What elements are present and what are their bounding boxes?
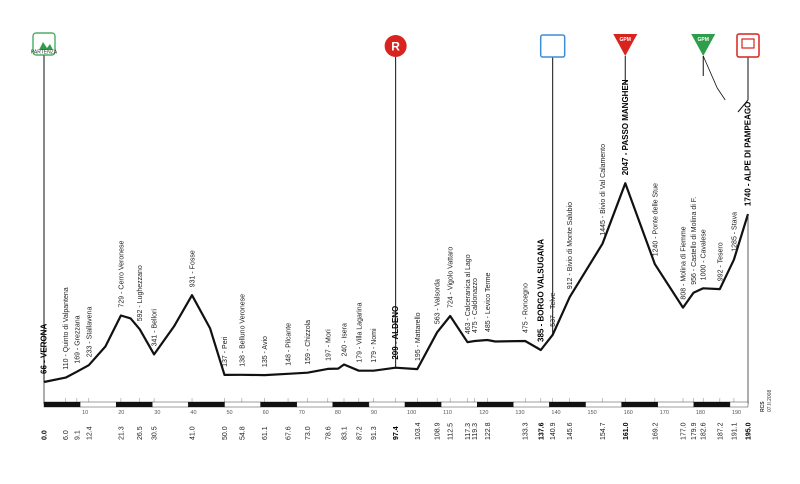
km-label: 61.1 bbox=[262, 426, 270, 440]
waypoint-label: 475 - Roncegno bbox=[522, 283, 530, 333]
km-label: 117.3 bbox=[464, 423, 472, 440]
axis-tick-label: 10 bbox=[82, 410, 89, 416]
waypoint-label: 148 - Pilcante bbox=[285, 322, 293, 366]
waypoint-label: 729 - Cerro Veronese bbox=[118, 240, 126, 308]
km-label: 103.4 bbox=[414, 422, 422, 440]
waypoint-label: 135 - Avio bbox=[262, 336, 270, 368]
waypoint-label: 197 - Mori bbox=[325, 329, 333, 361]
axis-segment bbox=[730, 402, 748, 407]
km-label: 145.6 bbox=[567, 422, 575, 440]
km-label: 108.9 bbox=[434, 422, 442, 440]
km-label: 78.6 bbox=[325, 426, 333, 440]
km-label: 187.2 bbox=[717, 422, 725, 440]
waypoint-label: 169 - Grezzana bbox=[74, 315, 82, 364]
finish-sign-label: ARRIVO bbox=[741, 51, 755, 55]
waypoint-label: 66 - VERONA bbox=[39, 323, 49, 374]
axis-tick-label: 120 bbox=[479, 410, 489, 416]
waypoint-label: 1285 - Stava bbox=[731, 212, 739, 252]
km-labels bbox=[42, 422, 753, 440]
axis-tick-label: 70 bbox=[298, 410, 305, 416]
axis-segment bbox=[549, 402, 585, 407]
waypoint-label: 1240 - Ponte delle Stue bbox=[652, 183, 660, 257]
waypoint-label: 463 - Calceranica al Lago bbox=[464, 254, 472, 335]
waypoint-label: 931 - Fosse bbox=[189, 250, 197, 288]
axis-segment bbox=[441, 402, 477, 407]
waypoint-label: 485 - Levico Terme bbox=[484, 272, 492, 332]
axis-segment bbox=[477, 402, 513, 407]
axis-tick-label: 90 bbox=[370, 410, 378, 416]
km-label: 6.0 bbox=[63, 430, 71, 440]
axis-segment bbox=[622, 402, 658, 407]
axis-tick-label: 80 bbox=[334, 410, 341, 416]
km-label: 154.7 bbox=[600, 422, 608, 440]
axis-tick-label: 100 bbox=[407, 410, 417, 416]
waypoint-label: 1000 - Cavalese bbox=[700, 229, 708, 281]
credit-logo: RCS bbox=[760, 401, 766, 412]
gpm2-sign-label: GPM bbox=[697, 37, 709, 43]
km-label: 140.9 bbox=[550, 422, 558, 440]
axis-segment bbox=[116, 402, 152, 407]
axis-segment bbox=[261, 402, 297, 407]
axis-tick-label: 110 bbox=[443, 410, 452, 416]
axis-tick-label: 20 bbox=[118, 410, 125, 416]
waypoint-label: 233 - Stallavena bbox=[86, 306, 94, 358]
axis-tick-label: 30 bbox=[154, 410, 161, 416]
km-label: 26.5 bbox=[137, 426, 145, 440]
gpm1-sign-label: GPM bbox=[619, 37, 631, 43]
km-label: 182.6 bbox=[700, 422, 708, 440]
waypoint-label: 209 - ALDENO bbox=[391, 305, 401, 360]
waypoint-label: 808 - Molina di Fiemme bbox=[680, 226, 688, 300]
waypoint-label: 724 - Vigolo Vattaro bbox=[447, 246, 455, 309]
waypoint-label: 537 - Telve bbox=[550, 292, 558, 327]
km-label: 195.0 bbox=[745, 422, 753, 440]
km-label: 137.6 bbox=[538, 422, 546, 440]
km-label: 133.3 bbox=[522, 422, 530, 440]
gpm2-leader bbox=[703, 56, 725, 100]
axis-segment bbox=[188, 402, 224, 407]
axis-segment bbox=[152, 402, 188, 407]
axis-segment bbox=[225, 402, 261, 407]
axis-segment bbox=[369, 402, 405, 407]
waypoint-label: 475 - Caldonazzo bbox=[472, 278, 480, 333]
km-label: 54.8 bbox=[239, 426, 247, 440]
waypoint-label: 2047 - PASSO MANGHEN bbox=[620, 79, 630, 176]
waypoint-label: 179 - Nomi bbox=[371, 328, 379, 363]
waypoint-label: 912 - Bivio di Monte Salubio bbox=[567, 201, 575, 290]
waypoint-label: 137 - Peri bbox=[222, 336, 230, 367]
axis-segment bbox=[297, 402, 333, 407]
axis-segment bbox=[658, 402, 694, 407]
waypoint-label: 992 - Tesero bbox=[717, 242, 725, 282]
km-label: 0.0 bbox=[41, 430, 49, 440]
axis-tick-label: 60 bbox=[262, 410, 269, 416]
axis-tick-label: 160 bbox=[623, 410, 633, 416]
waypoint-label: 341 - Bellori bbox=[151, 309, 159, 347]
km-label: 161.0 bbox=[622, 422, 630, 440]
axis-segment bbox=[333, 402, 369, 407]
waypoint-label: 592 - Lughezzano bbox=[137, 265, 145, 322]
km-label: 91.3 bbox=[371, 426, 379, 440]
axis-segment bbox=[80, 402, 116, 407]
axis-segment bbox=[405, 402, 441, 407]
distance-axis bbox=[44, 402, 748, 416]
km-label: 83.1 bbox=[341, 426, 349, 440]
km-label: 87.2 bbox=[356, 426, 364, 440]
axis-tick-label: 50 bbox=[226, 410, 233, 416]
km-label: 177.0 bbox=[680, 422, 688, 440]
km-label: 73.0 bbox=[305, 426, 313, 440]
tv-sign-label: TV bbox=[545, 42, 560, 54]
credit-date: 07.II.2008 bbox=[767, 389, 773, 412]
waypoint-label: 110 - Quinto di Valpantena bbox=[63, 287, 71, 370]
refreshment-sign-label: R bbox=[391, 39, 400, 54]
waypoint-label: 1740 - ALPE DI PAMPEAGO bbox=[743, 101, 753, 207]
axis-tick-label: 40 bbox=[190, 410, 197, 416]
axis-tick-label: 150 bbox=[587, 410, 597, 416]
waypoint-label: 563 - Valsorda bbox=[434, 279, 442, 325]
waypoint-label: 159 - Chizzola bbox=[305, 319, 313, 365]
waypoint-label: 1445 - Bivio di Val Calamento bbox=[600, 143, 608, 236]
axis-tick-label: 170 bbox=[659, 410, 669, 416]
waypoint-label: 956 - Castello di Molina di F. bbox=[690, 196, 698, 285]
axis-segment bbox=[694, 402, 730, 407]
km-label: 21.3 bbox=[118, 426, 126, 440]
km-label: 12.4 bbox=[86, 426, 94, 440]
km-label: 50.0 bbox=[222, 426, 230, 440]
km-label: 119.3 bbox=[472, 423, 480, 440]
km-label: 122.8 bbox=[484, 422, 492, 440]
waypoint-label: 179 - Villa Lagarina bbox=[356, 302, 364, 363]
credit-block bbox=[760, 390, 773, 412]
start-sign-label: PARTENZA bbox=[30, 49, 58, 56]
waypoint-label: 195 - Mattarello bbox=[414, 312, 422, 362]
km-label: 67.6 bbox=[285, 426, 293, 440]
axis-tick-label: 190 bbox=[731, 410, 742, 416]
km-label: 9.1 bbox=[74, 430, 82, 440]
waypoint-label: 240 - Isera bbox=[341, 323, 349, 357]
km-label: 169.2 bbox=[652, 422, 660, 440]
km-label: 112.5 bbox=[447, 423, 455, 440]
waypoint-label: 138 - Belluno Veronese bbox=[239, 293, 247, 367]
km-label: 191.1 bbox=[731, 422, 739, 440]
axis-segment bbox=[44, 402, 80, 407]
km-label: 179.9 bbox=[690, 422, 698, 440]
waypoint-label: 385 - BORGO VALSUGANA bbox=[536, 239, 546, 343]
axis-segment bbox=[513, 402, 549, 407]
axis-tick-label: 180 bbox=[695, 410, 706, 416]
km-label: 41.0 bbox=[189, 426, 197, 440]
km-label: 30.5 bbox=[151, 426, 159, 440]
axis-tick-label: 130 bbox=[515, 410, 525, 416]
km-label: 97.4 bbox=[393, 426, 401, 440]
axis-segment bbox=[586, 402, 622, 407]
axis-tick-label: 140 bbox=[551, 410, 561, 416]
